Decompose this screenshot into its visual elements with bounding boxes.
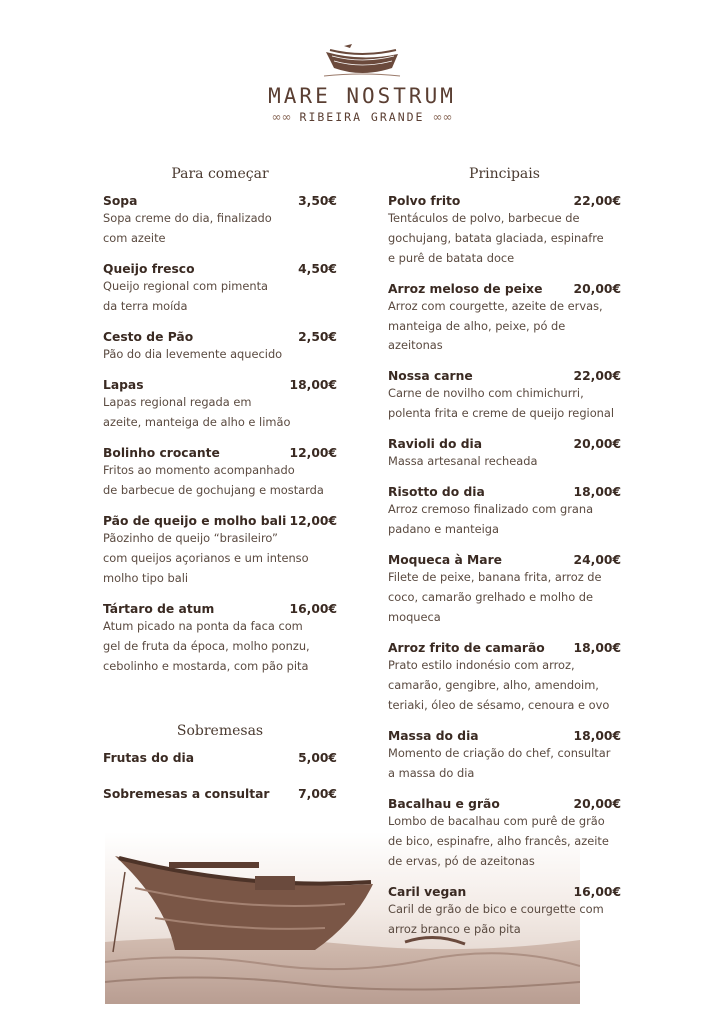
item-description: gochujang, batata glaciada, espinafre [388,231,604,245]
item-price: 3,50€ [298,194,337,208]
starters-section [103,166,337,690]
item-description: de ervas, pó de azeitonas [388,854,535,868]
item-price: 24,00€ [573,553,621,567]
item-name: Bacalhau e grão [388,797,500,811]
item-description: Arroz com courgette, azeite de ervas, [388,299,603,313]
boat-logo-icon [322,38,402,82]
restaurant-logo [0,38,724,124]
item-description: padano e manteiga [388,522,500,536]
item-description: cebolinho e mostarda, com pão pita [103,659,309,673]
item-name: Queijo fresco [103,262,195,276]
item-description: da terra moída [103,299,188,313]
menu-item [388,369,621,423]
item-description: coco, camarão grelhado e molho de [388,590,594,604]
starters-list [103,194,337,676]
section-title: Para começar [171,166,269,182]
item-description: polenta frita e creme de queijo regional [388,406,615,420]
menu-item [103,262,337,316]
item-name: Caril vegan [388,885,467,899]
item-description: azeite, manteiga de alho e limão [103,415,291,429]
item-description: Carne de novilho com chimichurri, [388,386,584,400]
item-description: Tentáculos de polvo, barbecue de [388,211,580,225]
menu-item [388,282,621,355]
item-name: Massa do dia [388,729,479,743]
item-description: a massa do dia [388,766,475,780]
item-price: 22,00€ [573,194,621,208]
item-description: Filete de peixe, banana frita, arroz de [388,570,602,584]
item-price: 18,00€ [573,729,621,743]
item-description: Atum picado na ponta da faca com [103,619,303,633]
menu-item [388,641,621,715]
item-price: 20,00€ [573,437,621,451]
item-name: Arroz frito de camarão [388,641,545,655]
item-description: gel de fruta da época, molho ponzu, [103,639,310,653]
desserts-section [103,723,337,815]
item-description: Massa artesanal recheada [388,454,538,468]
item-price: 5,00€ [298,751,337,765]
item-description: e purê de batata doce [388,251,515,265]
item-name: Risotto do dia [388,485,485,499]
menu-item [103,446,337,500]
rope-ornament-icon: ∞∞ [432,110,453,124]
menu-item [103,330,337,364]
item-name: Bolinho crocante [103,446,220,460]
item-description: Fritos ao momento acompanhado [103,463,295,477]
item-price: 4,50€ [298,262,337,276]
item-price: 12,00€ [289,446,337,460]
item-description: Lapas regional regada em [103,395,252,409]
item-description: molho tipo bali [103,571,189,585]
item-description: manteiga de alho, peixe, pó de azeitonas [388,319,566,352]
brand-subline [0,110,724,124]
menu-item [103,602,337,676]
rope-ornament-icon: ∞∞ [271,110,292,124]
item-name: Polvo frito [388,194,461,208]
item-name: Frutas do dia [103,751,195,765]
item-name: Nossa carne [388,369,473,383]
menu-item [388,437,621,471]
menu-item [388,194,621,268]
menu-item [103,194,337,248]
item-price: 18,00€ [289,378,337,392]
item-description: Pão do dia levemente aquecido [103,347,283,361]
item-description: Sopa creme do dia, finalizado [103,211,272,225]
menu-item [103,787,337,801]
item-description: Arroz cremoso finalizado com grana [388,502,594,516]
menu-item [103,514,337,588]
item-price: 16,00€ [573,885,621,899]
brand-location: RIBEIRA GRANDE [299,110,425,124]
item-description: arroz branco e pão pita [388,922,521,936]
item-name: Pão de queijo e molho bali [103,514,287,528]
item-name: Lapas [103,378,144,392]
item-description: Caril de grão de bico e courgette com [388,902,604,916]
menu-item [388,797,621,871]
item-description: Momento de criação do chef, consultar [388,746,611,760]
item-name: Sopa [103,194,138,208]
item-description: moqueca [388,610,441,624]
menu-item [388,485,621,539]
item-description: Lombo de bacalhau com purê de grão [388,814,605,828]
item-price: 2,50€ [298,330,337,344]
item-name: Arroz meloso de peixe [388,282,543,296]
item-description: de barbecue de gochujang e mostarda [103,483,324,497]
item-name: Ravioli do dia [388,437,483,451]
menu-item [103,751,337,765]
item-price: 20,00€ [573,282,621,296]
section-title: Principais [469,166,540,182]
mains-list [388,194,621,939]
item-description: Prato estilo indonésio com arroz, [388,658,575,672]
item-description: com queijos açorianos e um intenso [103,551,309,565]
item-name: Cesto de Pão [103,330,194,344]
item-description: com azeite [103,231,166,245]
item-price: 18,00€ [573,641,621,655]
section-title: Sobremesas [176,723,264,739]
menu-item [388,553,621,627]
menu-item [388,729,621,783]
item-description: Pãozinho de queijo “brasileiro” [103,531,278,545]
item-name: Moqueca à Mare [388,553,502,567]
item-name: Tártaro de atum [103,602,215,616]
item-price: 22,00€ [573,369,621,383]
item-price: 20,00€ [573,797,621,811]
item-price: 18,00€ [573,485,621,499]
item-price: 7,00€ [298,787,337,801]
item-description: de bico, espinafre, alho francês, azeite [388,834,609,848]
mains-section [388,166,621,953]
item-description: Queijo regional com pimenta [103,279,269,293]
menu-item [388,885,621,939]
item-price: 12,00€ [289,514,337,528]
item-description: camarão, gengibre, alho, amendoim, [388,678,599,692]
brand-name: MARE NOSTRUM [268,84,456,108]
item-name: Sobremesas a consultar [103,787,270,801]
item-price: 16,00€ [289,602,337,616]
item-description: teriaki, óleo de sésamo, cenoura e ovo [388,698,610,712]
menu-item [103,378,337,432]
